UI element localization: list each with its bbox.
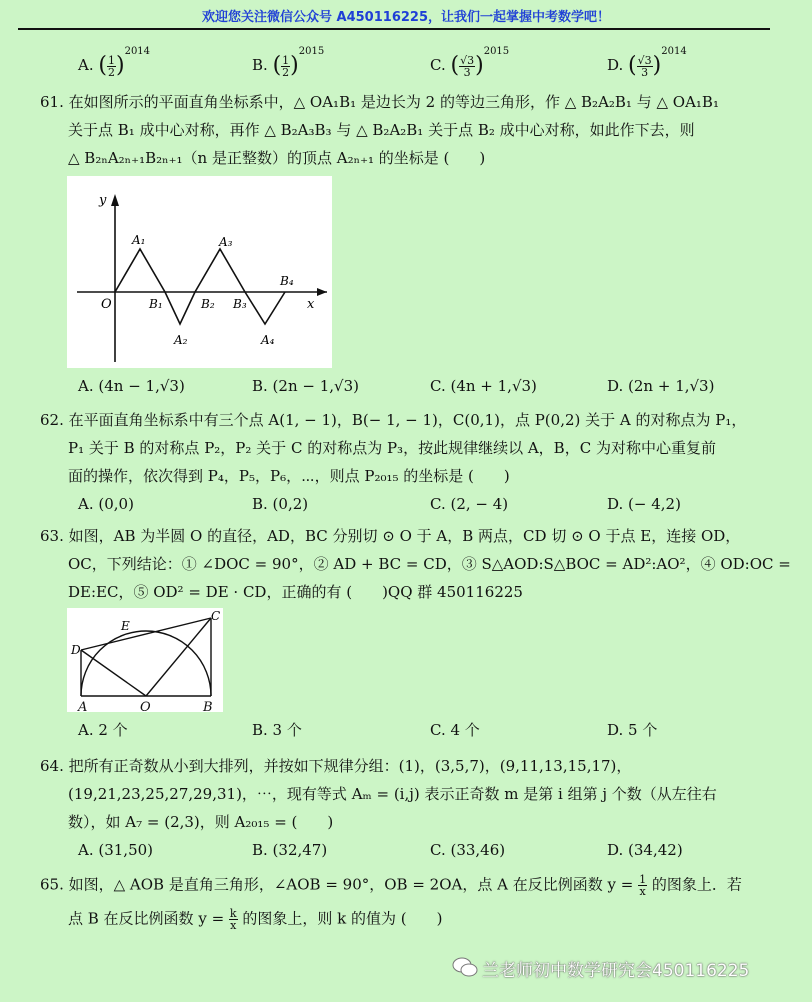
- label-A4: A₄: [261, 333, 275, 347]
- footer-watermark: 兰老师初中数学研究会450116225: [482, 961, 750, 981]
- q62-option-a: A. (0,0): [78, 495, 134, 513]
- q61-line-3: △ B₂ₙA₂ₙ₊₁B₂ₙ₊₁（n 是正整数）的顶点 A₂ₙ₊₁ 的坐标是 ( ): [68, 149, 486, 167]
- label-B3: B₃: [233, 297, 247, 311]
- q63-figure: [67, 608, 223, 712]
- q62-option-d: D. (− 4,2): [607, 495, 681, 513]
- q61-option-a: A. (4n − 1,√3): [78, 377, 185, 395]
- q63-option-b: B. 3 个: [252, 721, 302, 739]
- segment-OC: [146, 618, 211, 696]
- label-O: O: [101, 297, 112, 312]
- q63-option-a: A. 2 个: [78, 721, 128, 739]
- q60-option-d: D. ( $\frac{√3}{3}$ )$^{2014}$: [607, 46, 687, 79]
- wechat-icon: [452, 956, 478, 978]
- q62-option-c: C. (2, − 4): [430, 495, 509, 513]
- label-D: D: [71, 643, 81, 657]
- q62-option-b: B. (0,2): [252, 495, 309, 513]
- q60-option-a: A. ( $\frac{1}{2}$ )$^{2014}$: [78, 46, 151, 79]
- header-banner: 欢迎您关注微信公众号 A450116225，让我们一起掌握中考数学吧！: [202, 10, 610, 25]
- q63-line-2: OC，下列结论：① ∠DOC = 90°，② AD + BC = CD，③ S△AOD:S△BOC = AD²:AO²，④ OD:OC =: [68, 555, 791, 573]
- q61-line-1: 61. 在如图所示的平面直角坐标系中，△ OA₁B₁ 是边长为 2 的等边三角形，作 △ B₂A₂B₁ 与 △ OA₁B₁: [40, 93, 719, 111]
- label-x: x: [307, 297, 315, 312]
- label-A1: A₁: [132, 233, 146, 247]
- y-axis-arrow: [111, 194, 119, 206]
- q62-line-1: 62. 在平面直角坐标系中有三个点 A(1, − 1)，B(− 1, − 1)，C(0,1)，点 P(0,2) 关于 A 的对称点为 P₁，: [40, 411, 747, 429]
- q63-fig-label-O: O: [140, 700, 151, 715]
- q60-option-c: C. ( $\frac{√3}{3}$ )$^{2015}$: [430, 46, 510, 79]
- label-B1: B₁: [149, 297, 163, 311]
- q65-line-1: 65. 如图，△ AOB 是直角三角形，∠AOB = 90°，OB = 2OA，点 A 在反比例函数 y = $\frac{1}{x}$ 的图象上．若: [40, 873, 742, 898]
- q64-option-b: B. (32,47): [252, 841, 328, 859]
- label-B2: B₂: [201, 297, 215, 311]
- q64-line-3: 数），如 A₇ = (2,3)，则 A₂₀₁₅ = ( ): [68, 813, 334, 831]
- q63-fig-label-B: B: [203, 700, 213, 715]
- q62-line-2: P₁ 关于 B 的对称点 P₂，P₂ 关于 C 的对称点为 P₃，按此规律继续以 A，B，C 为对称中心重复前: [68, 439, 716, 457]
- x-axis-arrow: [317, 288, 327, 296]
- q61-line-2: 关于点 B₁ 成中心对称，再作 △ B₂A₃B₃ 与 △ B₂A₂B₁ 关于点 B₂ 成中心对称，如此作下去，则: [68, 121, 695, 139]
- q63-option-d: D. 5 个: [607, 721, 658, 739]
- q63-option-c: C. 4 个: [430, 721, 480, 739]
- tangent-CD: [81, 618, 211, 650]
- q61-option-c: C. (4n + 1,√3): [430, 377, 537, 395]
- q64-option-d: D. (34,42): [607, 841, 683, 859]
- zigzag-triangles: [115, 249, 285, 324]
- segment-OD: [81, 650, 146, 696]
- header-rule: [18, 28, 770, 30]
- q63-line-3: DE:EC，⑤ OD² = DE · CD，正确的有 ( )QQ 群 450116225: [68, 583, 523, 601]
- q62-line-3: 面的操作，依次得到 P₄，P₅，P₆，⋯，则点 P₂₀₁₅ 的坐标是 ( ): [68, 467, 510, 485]
- label-E: E: [121, 619, 130, 633]
- label-A2: A₂: [174, 333, 188, 347]
- q61-option-d: D. (2n + 1,√3): [607, 377, 715, 395]
- q63-fig-label-A: A: [78, 700, 88, 715]
- label-y: y: [99, 193, 107, 208]
- q61-figure: [67, 176, 332, 368]
- q64-line-2: (19,21,23,25,27,29,31)，⋯，现有等式 Aₘ = (i,j) 表示正奇数 m 是第 i 组第 j 个数（从左往右: [68, 785, 717, 803]
- label-B4: B₄: [280, 274, 294, 288]
- q63-line-1: 63. 如图，AB 为半圆 O 的直径，AD，BC 分别切 ⊙ O 于 A，B 两点，CD 切 ⊙ O 于点 E，连接 OD，: [40, 527, 741, 545]
- label-A3: A₃: [219, 235, 233, 249]
- q65-line-2: 点 B 在反比例函数 y = $\frac{k}{x}$ 的图象上，则 k 的值为 ( ): [68, 907, 443, 932]
- label-C: C: [211, 609, 221, 623]
- q64-option-c: C. (33,46): [430, 841, 506, 859]
- q61-option-b: B. (2n − 1,√3): [252, 377, 359, 395]
- q60-option-b: B. ( $\frac{1}{2}$ )$^{2015}$: [252, 46, 325, 79]
- q64-option-a: A. (31,50): [78, 841, 154, 859]
- q64-line-1: 64. 把所有正奇数从小到大排列，并按如下规律分组：(1)，(3,5,7)，(9,11,13,15,17)，: [40, 757, 632, 775]
